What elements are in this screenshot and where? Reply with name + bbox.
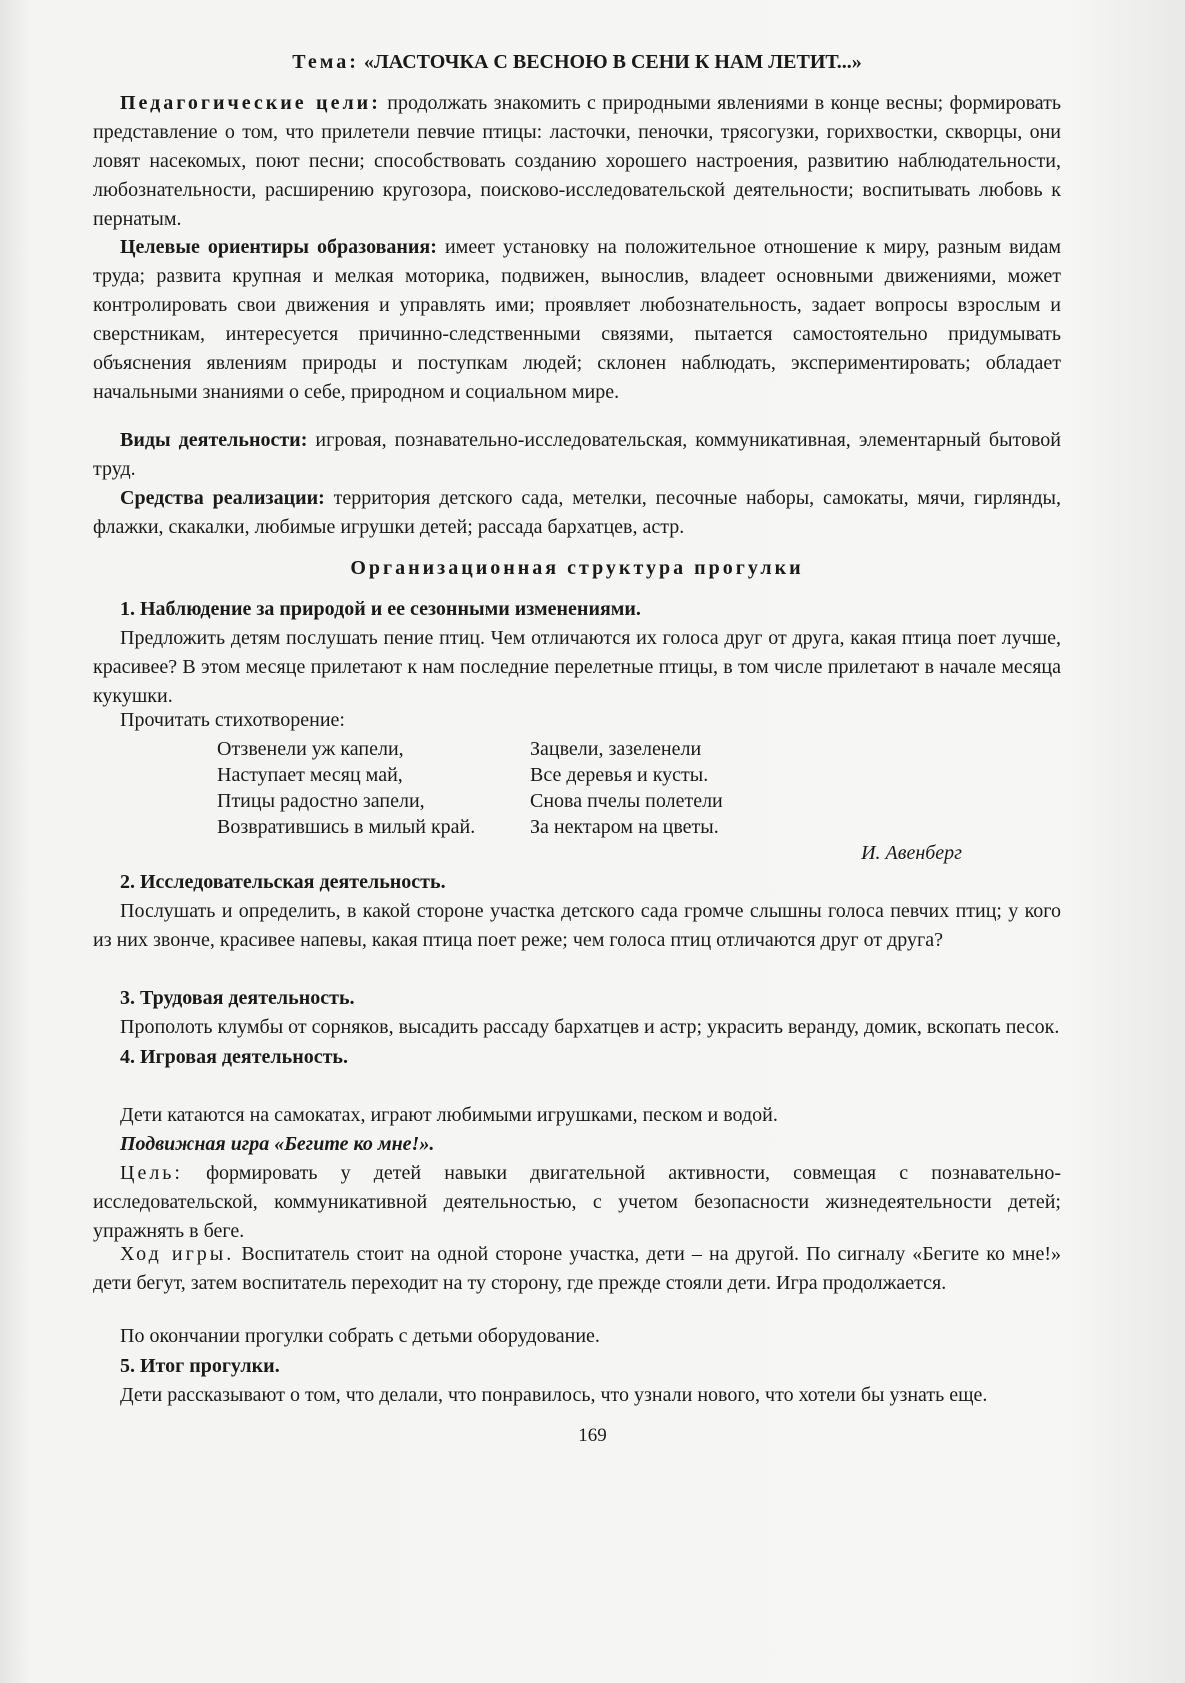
section-4-heading: 4. Игровая деятельность. <box>120 1046 348 1068</box>
game-course-label: Ход игры. <box>120 1243 235 1265</box>
game-goal-text: формировать у детей навыки двигательной активности, совмещая с познавательно-исследовательской, коммуникативной деятельностью, с учетом безопасности жизнедеятельности детей; упражнять в беге. <box>93 1162 1062 1242</box>
section-3-heading: 3. Трудовая деятельность. <box>120 987 355 1009</box>
poem-author: И. Авенберг <box>861 842 962 864</box>
section-1-heading: 1. Наблюдение за природой и ее сезонными изменениями. <box>120 598 641 620</box>
activity-types <box>93 426 1061 484</box>
poem-line: Наступает месяц май, <box>217 764 403 786</box>
poem-line: Птицы радостно запели, <box>217 790 425 812</box>
game-end-text: По окончании прогулки собрать с детьми оборудование. <box>120 1325 600 1347</box>
section-5-heading: 5. Итог прогулки. <box>120 1355 280 1377</box>
poem-line: Возвратившись в милый край. <box>217 816 476 838</box>
game-title: Подвижная игра «Бегите ко мне!». <box>120 1133 435 1155</box>
poem-line: Снова пчелы полетели <box>530 790 723 812</box>
poem-line: За нектаром на цветы. <box>530 816 719 838</box>
section-1-text: Предложить детям послушать пение птиц. Чем отличаются их голоса друг от друга, какая птица поет лучше, красивее? В этом месяце прилетают к нам последние перелетные птицы, в том числе прилетают в начале месяца кукушки. <box>93 627 1061 707</box>
poem-right-column <box>530 736 723 840</box>
means-text: территория детского сада, метелки, песочные наборы, самокаты, мячи, гирлянды, флажки, скакалки, любимые игрушки детей; рассада бархатцев, астр. <box>93 487 1061 538</box>
title-text: «ЛАСТОЧКА С ВЕСНОЮ В СЕНИ К НАМ ЛЕТИТ...» <box>363 51 862 73</box>
targets-label: Целевые ориентиры образования: <box>120 236 437 258</box>
title-label: Тема: <box>292 51 359 73</box>
pedagogical-goals <box>93 89 1061 234</box>
activities-label: Виды деятельности: <box>120 429 308 451</box>
targets-text: имеет установку на положительное отношение к миру, разным видам труда; развита крупная и мелкая моторика, подвижен, вынослив, владеет основными движениями, может контролировать свои движения и управлять ими; проявляет любознательность, задает вопросы взрослым и сверстникам, интересуется причинно-следственными связями, пытается самостоятельно придумывать объяснения явлениям природы и поступкам людей; склонен наблюдать, экспериментировать; обладает начальными знаниями о себе, природном и социальном мире. <box>93 236 1062 403</box>
game-goal-label: Цель: <box>120 1162 183 1184</box>
means-of-implementation <box>93 484 1061 542</box>
goals-label: Педагогические цели: <box>120 92 381 114</box>
means-label: Средства реализации: <box>120 487 325 509</box>
game-course-text: Воспитатель стоит на одной стороне участка, дети – на другой. По сигналу «Бегите ко мне!» дети бегут, затем воспитатель переходит на ту сторону, где прежде стояли дети. Игра продолжается. <box>93 1243 1061 1294</box>
section-5-text: Дети рассказывают о том, что делали, что понравилось, что узнали нового, что хотели бы узнать еще. <box>120 1384 988 1406</box>
page-title <box>93 48 1061 77</box>
activities-text: игровая, познавательно-исследовательская, коммуникативная, элементарный бытовой труд. <box>93 429 1061 480</box>
poem-line: Зацвели, зазеленели <box>530 738 702 760</box>
game-course <box>93 1240 1061 1298</box>
section-2-text: Послушать и определить, в какой стороне участка детского сада громче слышны голоса певчих птиц; у кого из них звонче, красивее напевы, какая птица поет реже; чем голоса птиц отличаются друг от друга? <box>93 900 1061 951</box>
section-3-text: Прополоть клумбы от сорняков, высадить рассаду бархатцев и астр; украсить веранду, домик, вскопать песок. <box>120 1016 1060 1038</box>
page-number: 169 <box>578 1425 607 1446</box>
poem-line: Отзвенели уж капели, <box>217 738 404 760</box>
poem-left-column <box>217 736 475 840</box>
game-goal <box>93 1159 1061 1246</box>
poem-line: Все деревья и кусты. <box>530 764 709 786</box>
goals-text: продолжать знакомить с природными явлениями в конце весны; формировать представление о том, что прилетели певчие птицы: ласточки, пеночки, трясогузки, горихвостки, скворцы, они ловят насекомых, поют песни; способствовать созданию хорошего настроения, развитию наблюдательности, любознательности, расширению кругозора, поисково-исследовательской деятельности; воспитывать любовь к пернатым. <box>93 92 1061 230</box>
target-guidelines <box>93 233 1061 407</box>
section-4-text: Дети катаются на самокатах, играют любимыми игрушками, песком и водой. <box>120 1104 778 1126</box>
poem-intro: Прочитать стихотворение: <box>120 709 345 731</box>
structure-heading: Организационная структура прогулки <box>350 557 804 579</box>
section-2-heading: 2. Исследовательская деятельность. <box>120 871 446 893</box>
